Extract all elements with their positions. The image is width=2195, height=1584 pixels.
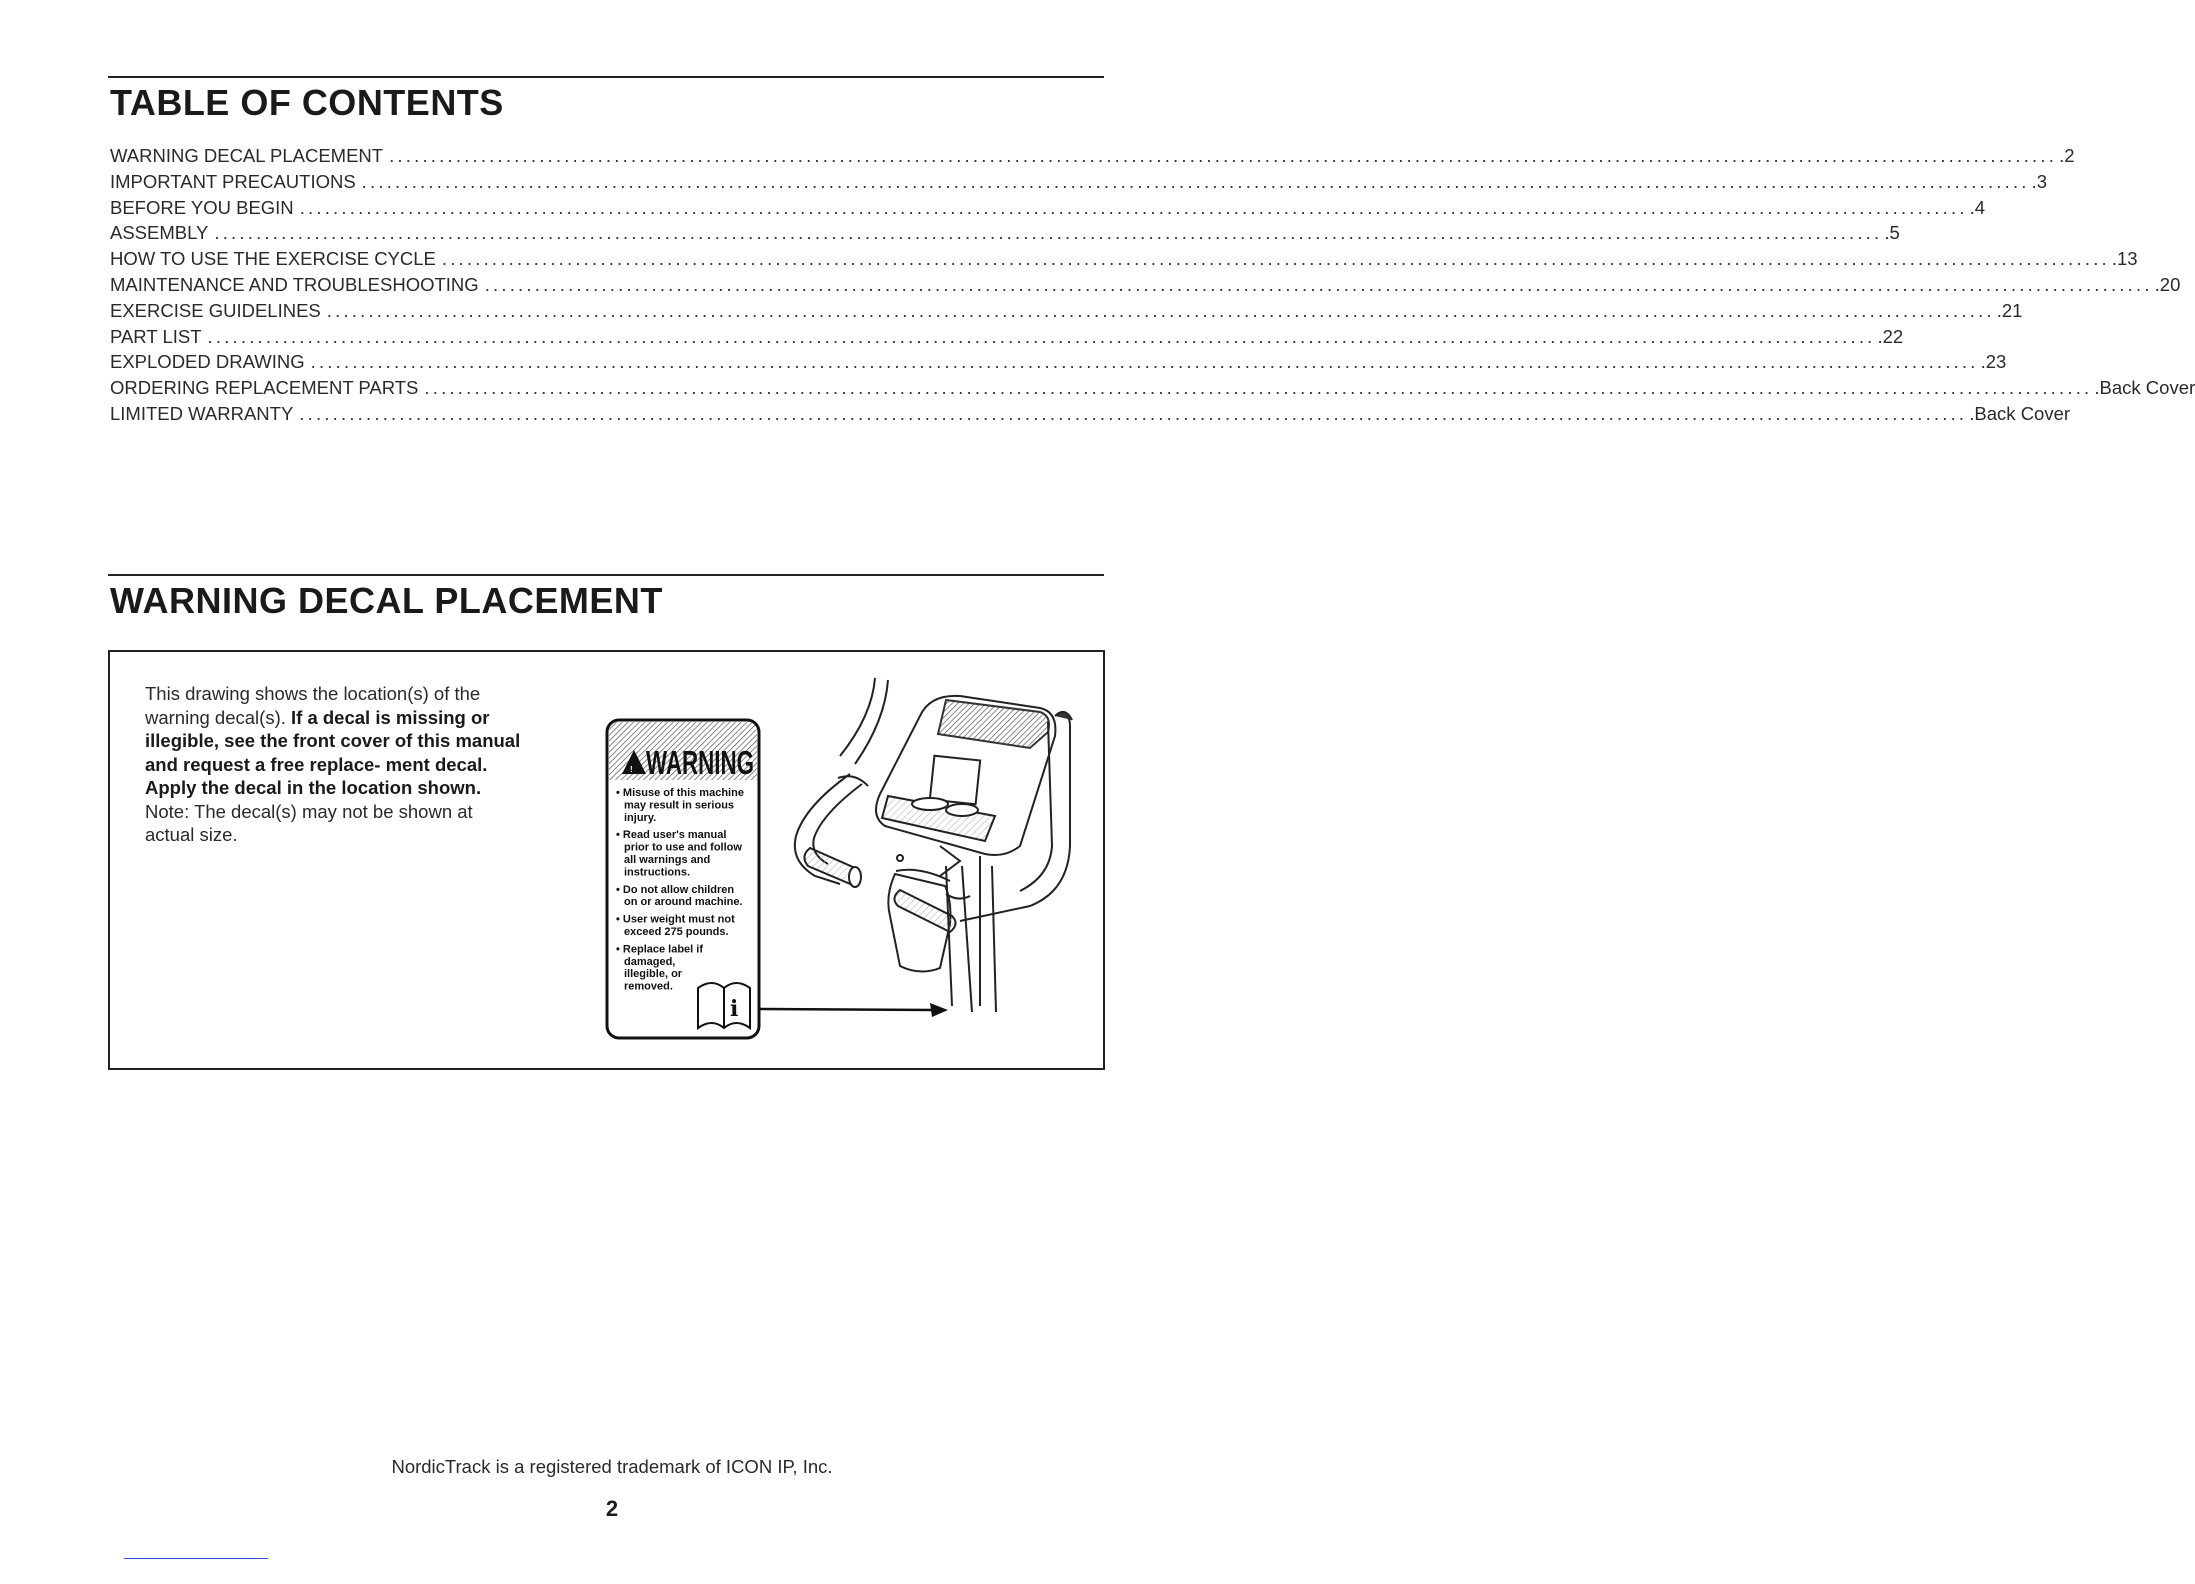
decal-bullet-line: prior to use and follow <box>624 841 742 854</box>
toc-entry-title: WARNING DECAL PLACEMENT <box>110 145 384 166</box>
toc-dot-leader: ........................................................................................................................................................................................................ <box>424 377 2093 399</box>
toc-entry-page: .5 <box>1884 222 1900 244</box>
toc-entry <box>110 377 2195 403</box>
toc-entry <box>110 402 2071 429</box>
info-icon: i <box>730 996 739 1022</box>
decal-bullet-line: damaged, <box>624 955 676 968</box>
toc-entry-page: .Back Cover <box>1969 402 2071 424</box>
toc-entry <box>110 273 2181 300</box>
toc-entry-title: EXERCISE GUIDELINES <box>110 299 321 321</box>
decal-bullet-line: on or around machine. <box>624 896 743 909</box>
decal-bullet-line: • Replace label if <box>616 943 703 956</box>
decal-heading: WARNING <box>646 744 754 781</box>
toc-entry-title: BEFORE YOU BEGIN <box>110 196 294 218</box>
toc-entry <box>110 299 2023 326</box>
decal-bullet-line: instructions. <box>624 866 691 879</box>
page-number: 2 <box>605 1496 619 1521</box>
table-of-contents <box>110 145 2195 429</box>
toc-entry-page: .23 <box>1980 351 2007 373</box>
toc-entry <box>110 325 1904 352</box>
toc-dot-leader: ........................................................................................................................................................................................................ <box>441 248 2110 270</box>
toc-entry-title: LIMITED WARRANTY <box>110 402 294 424</box>
toc-entry <box>110 145 2075 171</box>
toc-dot-leader: ........................................................................................................................................................................................................ <box>326 299 1995 321</box>
toc-entry-title: ORDERING REPLACEMENT PARTS <box>110 377 419 399</box>
toc-dot-leader: ........................................................................................................................................................................................................ <box>310 351 1979 373</box>
warning-section-rule <box>108 574 1104 576</box>
warning-decal <box>607 720 759 1038</box>
toc-entry <box>110 248 2138 274</box>
manual-icon <box>698 983 750 1028</box>
toc-entry-page: .2 <box>2059 145 2075 166</box>
trademark-note: NordicTrack is a registered trademark of ICON IP, Inc. <box>391 1456 833 1477</box>
decal-bullet-line: • Misuse of this machine <box>616 787 744 799</box>
toc-entry-title: IMPORTANT PRECAUTIONS <box>110 170 356 192</box>
toc-entry-page: .21 <box>1996 299 2023 321</box>
decal-bullet-line: • User weight must not <box>616 913 735 926</box>
bottom-link-underline <box>124 1558 268 1559</box>
toc-entry <box>110 222 1900 248</box>
toc-dot-leader: ........................................................................................................................................................................................................ <box>299 196 1968 218</box>
decal-placement-drawing <box>600 676 1080 1046</box>
decal-location-arrow <box>760 1003 948 1017</box>
toc-title: TABLE OF CONTENTS <box>110 82 504 123</box>
toc-entry-title: EXPLODED DRAWING <box>110 351 305 373</box>
toc-entry-page: .20 <box>2154 273 2181 295</box>
toc-entry <box>110 170 2048 197</box>
toc-entry-page: .22 <box>1877 325 1904 347</box>
toc-entry-page: .4 <box>1969 196 1986 218</box>
intro-bold: If a decal is missing or illegible, see the front cover of this manual and request a free replace- ment decal. Apply the decal in the location shown. <box>145 706 521 798</box>
toc-dot-leader: ........................................................................................................................................................................................................ <box>207 325 1876 347</box>
toc-entry <box>110 351 2007 377</box>
intro-plain-1: This drawing shows the location(s) of the warning decal(s). <box>145 683 481 728</box>
decal-bullet-line: injury. <box>624 811 657 824</box>
svg-text:!: ! <box>630 765 633 774</box>
decal-bullet-line: exceed 275 pounds. <box>624 926 729 938</box>
top-rule <box>108 76 1104 78</box>
toc-entry-page: .13 <box>2111 248 2138 270</box>
decal-bullet-line: • Read user's manual <box>616 829 727 842</box>
toc-entry-title: ASSEMBLY <box>110 222 209 244</box>
warning-section-title: WARNING DECAL PLACEMENT <box>110 580 663 621</box>
decal-bullet-line: illegible, or <box>624 968 683 981</box>
toc-dot-leader: ........................................................................................................................................................................................................ <box>299 402 1968 424</box>
toc-entry-page: .3 <box>2031 170 2048 192</box>
decal-bullet-line: • Do not allow children <box>616 883 735 896</box>
intro-plain-2: Note: The decal(s) may not be shown at actual size. <box>145 800 473 845</box>
decal-bullet-line: all warnings and <box>624 854 711 866</box>
toc-entry-title: HOW TO USE THE EXERCISE CYCLE <box>110 248 436 270</box>
exercise-cycle-drawing <box>795 678 1072 1012</box>
toc-dot-leader: ........................................................................................................................................................................................................ <box>214 222 1883 244</box>
decal-bullet-line: removed. <box>624 980 673 993</box>
toc-entry-title: MAINTENANCE AND TROUBLESHOOTING <box>110 273 479 295</box>
toc-entry-title: PART LIST <box>110 325 202 347</box>
toc-dot-leader: ........................................................................................................................................................................................................ <box>389 145 2058 166</box>
toc-entry-page: .Back Cover <box>2094 377 2195 399</box>
decal-bullet-line: may result in serious <box>624 799 735 812</box>
decal-intro-text <box>145 682 525 847</box>
toc-entry <box>110 196 1986 223</box>
toc-dot-leader: ........................................................................................................................................................................................................ <box>361 170 2030 192</box>
toc-dot-leader: ........................................................................................................................................................................................................ <box>484 273 2153 295</box>
